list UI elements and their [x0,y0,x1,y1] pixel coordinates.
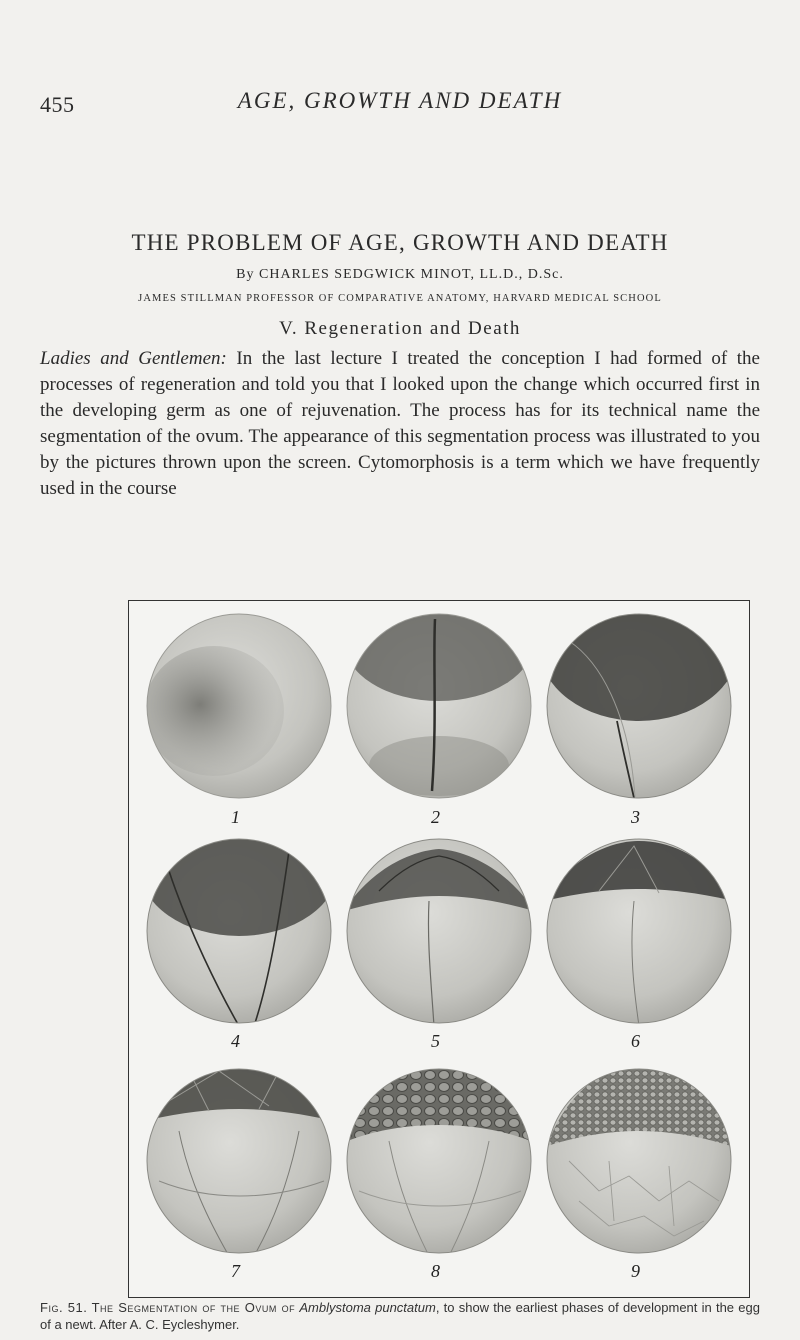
egg-stage-3 [539,601,739,798]
figure-plate [128,600,750,1298]
egg-stage-2 [344,601,534,798]
egg-stage-4 [139,796,339,1026]
byline: By CHARLES SEDGWICK MINOT, LL.D., D.Sc. [236,267,564,282]
caption-label: Fig. 51. [40,1300,88,1315]
egg-stage-5 [344,839,534,1026]
stage-label-2: 2 [431,807,440,827]
article-title: THE PROBLEM OF AGE, GROWTH AND DEATH [131,230,669,255]
stage-label-7: 7 [231,1261,240,1281]
affiliation: JAMES STILLMAN PROFESSOR OF COMPARATIVE ANATOMY, HARVARD MEDICAL SCHOOL [138,293,662,304]
stage-label-8: 8 [431,1261,440,1281]
running-head: AGE, GROWTH AND DEATH [237,88,563,113]
caption-species: Amblystoma punctatum [299,1300,436,1315]
stage-label-9: 9 [631,1261,640,1281]
egg-stage-9 [547,1066,731,1253]
egg-stage-8 [347,1066,531,1256]
stage-label-1: 1 [231,807,240,827]
egg-stage-7 [144,1066,334,1256]
caption-smallcaps: The Segmentation of the Ovum of [91,1300,296,1315]
egg-segmentation-illustration [129,601,749,1297]
stage-label-5: 5 [431,1031,440,1051]
egg-stage-6 [544,839,734,1026]
egg-stage-1 [144,614,331,798]
page-number: 455 [40,92,75,117]
salutation: Ladies and Gentlemen: [40,348,227,369]
figure-caption [40,1299,760,1333]
body-paragraph [40,346,760,502]
paragraph-text: In the last lecture I treated the conception I had formed of the processes of regeneration and told you that I looked upon the change which occurred first in the developing germ as one of rejuvenation. The process has for its technical name the segmentation of the ovum. The appearance of this segmentation process was illustrated to you by the pictures thrown upon the screen. Cytomorphosis is a term which we have frequently used in the course [40,348,760,499]
section-heading: V. Regeneration and Death [279,318,521,339]
stage-label-6: 6 [631,1031,640,1051]
stage-label-3: 3 [631,807,640,827]
stage-label-4: 4 [231,1031,240,1051]
caption-rest: , to show the earliest phases of development in the egg of a newt. After A. C. Eycleshymer. [40,1300,760,1332]
